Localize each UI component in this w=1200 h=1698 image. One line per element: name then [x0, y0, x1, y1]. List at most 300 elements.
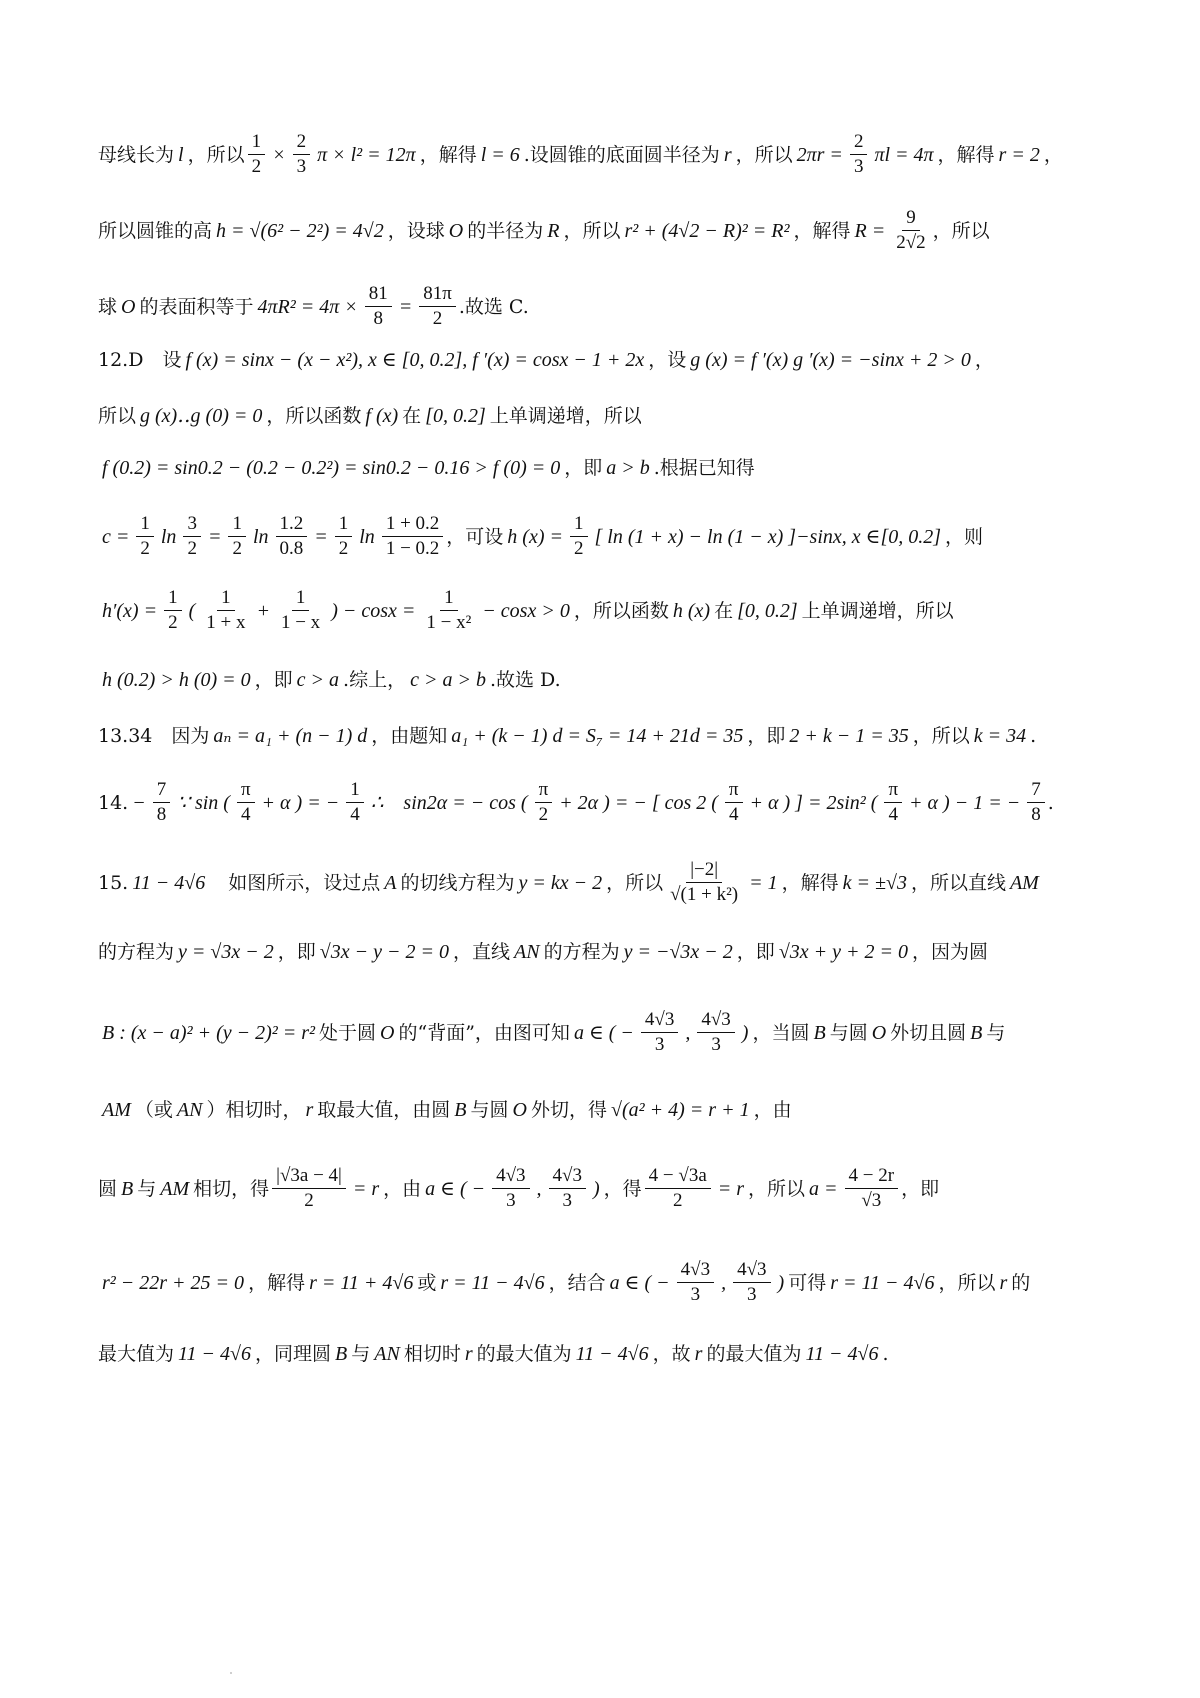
text-run: ，解得: [937, 143, 995, 166]
text-line-10: [98, 716, 1120, 756]
math-expression: AM: [102, 1099, 131, 1121]
math-expression: (: [188, 599, 196, 622]
math-expression: O: [121, 295, 136, 318]
math-expression: R =: [854, 219, 886, 242]
math-expression: 11 − 4√6: [805, 1343, 879, 1365]
fraction-numerator: 4√3: [697, 1008, 734, 1033]
text-run: ，同理圆: [255, 1343, 332, 1365]
text-line-7: [98, 512, 1120, 561]
math-expression: A: [384, 871, 397, 894]
text-run: .设圆锥的底面圆半径为: [523, 143, 720, 166]
fraction-numerator: 1: [570, 512, 588, 537]
fraction-denominator: 4: [241, 804, 251, 825]
text-run: ，得: [603, 1177, 642, 1200]
fraction: [136, 512, 154, 561]
text-run: 取最大值，由圆: [317, 1099, 451, 1121]
math-expression: k = 34: [973, 725, 1027, 747]
math-expression: ): [777, 1271, 785, 1294]
fraction-numerator: π: [237, 778, 255, 803]
fraction-numerator: 1: [228, 512, 246, 537]
text-run: ）相切时，: [206, 1099, 302, 1121]
fraction-denominator: 3: [654, 1034, 665, 1055]
text-run: ，即: [277, 941, 316, 963]
text-run: 外切且圆: [890, 1021, 967, 1044]
math-expression: AM: [160, 1177, 190, 1200]
math-expression: ) − cosx =: [331, 599, 416, 622]
text-line-12: [98, 858, 1120, 907]
math-expression: π × l² = 12π: [317, 143, 416, 166]
text-run: 14.: [98, 791, 129, 814]
fraction-denominator: 2: [168, 612, 178, 633]
fraction: [277, 586, 324, 635]
fraction: [365, 282, 392, 331]
fraction: [697, 1008, 734, 1057]
text-line-4: [98, 340, 1120, 380]
math-expression: R: [547, 219, 560, 242]
fraction-denominator: 8: [373, 308, 383, 329]
text-line-9: [98, 660, 1120, 700]
text-run: 与圆: [470, 1099, 509, 1121]
fraction-numerator: 1: [335, 512, 353, 537]
text-run: ，直线: [452, 941, 510, 963]
fraction-denominator: 1 + x: [206, 612, 246, 633]
math-expression: y = −√3x − 2: [623, 941, 733, 963]
fraction-denominator: 3: [296, 156, 307, 177]
text-run: ，所以函数: [573, 599, 669, 622]
text-run: ，即: [736, 941, 775, 963]
fraction-numerator: 4√3: [549, 1164, 586, 1189]
fraction-denominator: 4: [888, 804, 898, 825]
math-expression: [0, 0.2]: [425, 405, 486, 427]
text-run: ，由: [383, 1177, 422, 1200]
fraction: [892, 206, 929, 255]
fraction: [276, 512, 308, 561]
math-expression: B: [813, 1021, 826, 1044]
text-line-14: [98, 1008, 1120, 1057]
math-expression: r = 11 − 4√6: [440, 1271, 545, 1294]
math-expression: k = ±√3: [842, 871, 907, 894]
text-run: ，: [974, 349, 994, 371]
fraction-denominator: 3: [690, 1284, 701, 1305]
text-run: .: [882, 1343, 889, 1365]
fraction: [845, 1164, 899, 1213]
fraction: [272, 1164, 346, 1213]
math-expression: −: [132, 791, 146, 814]
math-expression: ): [592, 1177, 600, 1200]
text-run: ，设球: [387, 219, 445, 242]
fraction-denominator: 1 − x: [280, 612, 321, 633]
fraction-denominator: 3: [562, 1190, 573, 1211]
text-run: 12.D 设: [98, 349, 182, 371]
math-expression: B: [454, 1099, 467, 1121]
fraction-numerator: 1: [217, 586, 235, 611]
math-expression: g (x) = f ′(x) g ′(x) = −sinx + 2 > 0: [690, 349, 971, 371]
math-expression: a ∈ ( −: [573, 1021, 634, 1044]
text-run: ，由题知: [371, 725, 448, 747]
fraction-numerator: 4√3: [492, 1164, 529, 1189]
math-expression: AM: [1009, 871, 1039, 894]
text-run: ，即: [747, 725, 786, 747]
math-expression: a =: [809, 1177, 838, 1200]
math-expression: h (0.2) > h (0) = 0: [102, 669, 251, 691]
text-run: ，解得: [248, 1271, 306, 1294]
fraction: [293, 130, 311, 179]
math-expression: πl = 4π: [874, 143, 934, 166]
math-expression: ,: [721, 1271, 727, 1294]
text-run: .: [1047, 791, 1054, 814]
math-expression: h = √(6² − 2²) = 4√2: [216, 219, 384, 242]
math-expression: a₁ + (k − 1) d = S₇ = 14 + 21d = 35: [451, 725, 744, 747]
fraction-denominator: 3: [506, 1190, 516, 1211]
math-expression: ,: [685, 1021, 691, 1044]
text-run: .综上，: [343, 669, 407, 691]
fraction: [645, 1164, 711, 1213]
text-run: 圆: [98, 1177, 118, 1200]
text-run: 与圆: [829, 1021, 868, 1044]
math-expression: ∵ sin (: [177, 791, 230, 814]
fraction-denominator: 2√2: [896, 232, 926, 253]
text-run: ，所以: [187, 143, 245, 166]
text-run: 的“背面”，由图可知: [398, 1021, 570, 1044]
fraction: [1027, 778, 1045, 827]
fraction: [202, 586, 249, 635]
text-run: ，解得: [419, 143, 477, 166]
math-expression: = 1: [749, 871, 778, 894]
math-expression: √(a² + 4) = r + 1: [611, 1099, 750, 1121]
math-expression: 2πr =: [796, 143, 843, 166]
math-expression: g (x)‥g (0) = 0: [140, 405, 263, 427]
math-expression: [0, 0.2]: [737, 599, 798, 622]
text-run: 上单调递增，所以: [489, 405, 642, 427]
fraction-numerator: 4 − √3a: [645, 1164, 711, 1189]
math-expression: O: [448, 219, 464, 242]
text-run: 相切，得: [193, 1177, 270, 1200]
math-expression: √3x − y − 2 = 0: [319, 941, 449, 963]
text-line-8: [98, 586, 1120, 635]
text-run: .故选 C.: [458, 295, 529, 318]
math-expression: +: [256, 599, 270, 622]
math-expression: 11 − 4√6: [575, 1343, 649, 1365]
text-run: ，即: [254, 669, 293, 691]
text-run: 的方程为: [98, 941, 175, 963]
math-expression: O: [871, 1021, 887, 1044]
fraction-numerator: 4 − 2r: [845, 1164, 899, 1189]
fraction-numerator: π: [535, 778, 553, 803]
text-line-6: [98, 448, 1120, 488]
math-expression: r: [694, 1343, 703, 1365]
fraction-numerator: 81π: [419, 282, 456, 307]
text-run: 与: [986, 1021, 1006, 1044]
text-run: ，所以: [932, 219, 990, 242]
fraction: [237, 778, 255, 827]
text-line-17: [98, 1258, 1120, 1307]
text-run: 15.: [98, 871, 129, 894]
math-expression: + α ) ] = 2sin² (: [749, 791, 878, 814]
text-run: ，所以: [735, 143, 793, 166]
text-run: ，: [1043, 143, 1063, 166]
fraction-denominator: 1 − 0.2: [385, 538, 440, 559]
math-expression: AN: [176, 1099, 203, 1121]
fraction-numerator: 81: [365, 282, 392, 307]
text-line-13: [98, 932, 1120, 972]
fraction-numerator: 1: [440, 586, 458, 611]
fraction-denominator: 2: [187, 538, 197, 559]
fraction-denominator: 4: [350, 804, 360, 825]
text-run: .根据已知得: [653, 457, 755, 479]
fraction-numerator: π: [725, 778, 743, 803]
text-run: ，因为圆: [912, 941, 989, 963]
text-run: 如图所示，设过点: [209, 871, 381, 894]
text-run: ，当圆: [752, 1021, 810, 1044]
math-expression: c =: [102, 525, 130, 548]
text-run: 处于圆: [319, 1021, 377, 1044]
math-expression: r = 2: [998, 143, 1040, 166]
math-expression: AN: [374, 1343, 400, 1365]
text-run: 相切时: [403, 1343, 461, 1365]
math-expression: = r: [717, 1177, 745, 1200]
math-expression: l: [178, 143, 184, 166]
math-expression: 2 + k − 1 = 35: [789, 725, 909, 747]
page-mark: [230, 1672, 232, 1674]
math-expression: B: [121, 1177, 134, 1200]
text-run: 所以圆锥的高: [98, 219, 213, 242]
text-run: ，所以: [606, 871, 664, 894]
fraction-numerator: 4√3: [641, 1008, 678, 1033]
text-run: 母线长为: [98, 143, 175, 166]
fraction-numerator: 1: [346, 778, 364, 803]
fraction-numerator: 1: [164, 586, 182, 611]
math-expression: ln: [359, 525, 375, 548]
math-expression: ): [741, 1021, 749, 1044]
text-run: 的方程为: [543, 941, 620, 963]
text-run: 的最大值为: [476, 1343, 572, 1365]
fraction: [248, 130, 266, 179]
text-line-11: [98, 778, 1120, 827]
text-run: ，故: [652, 1343, 691, 1365]
fraction-numerator: 4√3: [677, 1258, 714, 1283]
text-run: ，即: [901, 1177, 940, 1200]
text-line-3: [98, 282, 1120, 331]
fraction-denominator: 2: [251, 156, 262, 177]
math-expression: ×: [272, 143, 286, 166]
math-expression: ,: [536, 1177, 542, 1200]
text-run: 球: [98, 295, 118, 318]
math-expression: r = 11 − 4√6: [830, 1271, 935, 1294]
text-run: ，结合: [548, 1271, 606, 1294]
math-expression: r² − 22r + 25 = 0: [102, 1271, 245, 1294]
text-run: （或: [134, 1099, 173, 1121]
fraction: [422, 586, 475, 635]
fraction: [335, 512, 353, 561]
text-run: 所以: [98, 405, 137, 427]
fraction-denominator: 0.8: [279, 538, 304, 559]
fraction-denominator: 2: [672, 1190, 683, 1211]
math-expression: O: [380, 1021, 395, 1044]
text-line-1: [98, 130, 1120, 179]
fraction-denominator: 8: [1031, 804, 1041, 825]
fraction-numerator: 7: [153, 778, 171, 803]
fraction-denominator: 2: [432, 308, 443, 329]
fraction-numerator: 1: [292, 586, 310, 611]
fraction-denominator: 2: [574, 538, 584, 559]
math-expression: f (x): [365, 405, 399, 427]
fraction-numerator: π: [884, 778, 902, 803]
math-expression: h′(x) =: [102, 599, 158, 622]
text-run: 的: [1011, 1271, 1031, 1294]
text-line-15: [98, 1090, 1120, 1130]
text-run: 的最大值为: [706, 1343, 802, 1365]
math-expression: aₙ = a₁ + (n − 1) d: [213, 725, 368, 747]
math-expression: B: [335, 1343, 348, 1365]
math-expression: ∴ sin2α = − cos (: [370, 791, 528, 814]
text-line-18: [98, 1334, 1120, 1374]
fraction-denominator: √(1 + k²): [670, 884, 739, 905]
fraction-numerator: 7: [1027, 778, 1045, 803]
text-run: ，则: [945, 525, 984, 548]
math-expression: AN: [514, 941, 540, 963]
fraction: [419, 282, 456, 331]
fraction-numerator: 1: [136, 512, 154, 537]
fraction-numerator: 2: [850, 130, 868, 155]
fraction: [346, 778, 364, 827]
fraction-denominator: 3: [747, 1284, 757, 1305]
math-expression: r = 11 + 4√6: [309, 1271, 414, 1294]
text-run: ，所以直线: [910, 871, 1006, 894]
math-expression: r² + (4√2 − R)² = R²: [624, 219, 790, 242]
math-expression: + α ) − 1 = −: [909, 791, 1021, 814]
text-run: ，即: [564, 457, 603, 479]
text-run: .故选 D.: [489, 669, 561, 691]
text-run: 与: [351, 1343, 371, 1365]
fraction-numerator: |√3a − 4|: [272, 1164, 346, 1189]
math-expression: √3x + y + 2 = 0: [778, 941, 909, 963]
fraction-denominator: 2: [338, 538, 349, 559]
text-run: ，由: [753, 1099, 792, 1121]
fraction-numerator: 1 + 0.2: [382, 512, 443, 537]
text-run: ，可设: [446, 525, 504, 548]
fraction: [492, 1164, 529, 1213]
math-expression: h (x) =: [507, 525, 563, 548]
text-run: 的切线方程为: [400, 871, 515, 894]
fraction-denominator: 2: [538, 804, 549, 825]
fraction-denominator: 4: [728, 804, 739, 825]
fraction: [725, 778, 743, 827]
text-line-16: [98, 1164, 1120, 1213]
math-expression: [ ln (1 + x) − ln (1 − x) ]−sinx, x ∈[0, 0.2]: [594, 525, 942, 548]
fraction-numerator: 9: [902, 206, 920, 231]
text-run: ，解得: [793, 219, 851, 242]
math-expression: r: [999, 1271, 1008, 1294]
fraction-denominator: 2: [140, 538, 150, 559]
fraction-numerator: 4√3: [733, 1258, 770, 1283]
text-line-2: [98, 206, 1120, 255]
fraction-denominator: 3: [853, 156, 864, 177]
fraction: [549, 1164, 586, 1213]
math-expression: h (x): [672, 599, 711, 622]
math-expression: − cosx > 0: [482, 599, 570, 622]
fraction-numerator: 1.2: [276, 512, 308, 537]
fraction: [850, 130, 868, 179]
text-run: 在: [402, 405, 422, 427]
math-expression: = r: [352, 1177, 380, 1200]
math-expression: =: [398, 295, 413, 318]
text-run: .: [1030, 725, 1037, 747]
fraction: [535, 778, 553, 827]
math-expression: r: [723, 143, 732, 166]
text-run: 的半径为: [467, 219, 544, 242]
math-expression: + α ) = −: [261, 791, 340, 814]
math-expression: O: [512, 1099, 527, 1121]
text-run: 13.34 因为: [98, 725, 210, 747]
fraction-denominator: 2: [232, 538, 242, 559]
fraction: [733, 1258, 770, 1307]
fraction: [641, 1008, 678, 1057]
fraction: [153, 778, 171, 827]
text-run: ，所以函数: [266, 405, 362, 427]
text-run: 在: [714, 599, 734, 622]
text-run: ，所以: [748, 1177, 806, 1200]
math-expression: y = kx − 2: [518, 871, 603, 894]
text-run: 与: [137, 1177, 157, 1200]
text-run: 或: [417, 1271, 437, 1294]
fraction-denominator: 8: [156, 804, 167, 825]
math-expression: c > a > b: [410, 669, 486, 691]
fraction-numerator: |−2|: [686, 858, 722, 883]
fraction: [228, 512, 246, 561]
math-expression: a ∈ ( −: [425, 1177, 486, 1200]
math-expression: ln: [252, 525, 269, 548]
math-expression: =: [207, 525, 222, 548]
text-run: 上单调递增，所以: [801, 599, 954, 622]
fraction: [164, 586, 182, 635]
fraction: [570, 512, 588, 561]
text-run: ，所以: [563, 219, 621, 242]
text-run: 可得: [788, 1271, 827, 1294]
math-expression: a ∈ ( −: [609, 1271, 670, 1294]
math-expression: B: [970, 1021, 983, 1044]
text-run: 外切，得: [530, 1099, 607, 1121]
math-expression: 11 − 4√6: [132, 871, 206, 894]
math-expression: =: [314, 525, 328, 548]
math-expression: y = √3x − 2: [178, 941, 274, 963]
fraction-denominator: 3: [711, 1034, 721, 1055]
math-expression: l = 6: [480, 143, 520, 166]
text-line-5: [98, 396, 1120, 436]
fraction-numerator: 1: [248, 130, 266, 155]
math-expression: r: [305, 1099, 314, 1121]
math-expression: ln: [160, 525, 177, 548]
math-expression: + 2α ) = − [ cos 2 (: [559, 791, 718, 814]
math-expression: f (x) = sinx − (x − x²), x ∈ [0, 0.2], f ′(x) = cosx − 1 + 2x: [185, 349, 645, 371]
text-run: ，所以: [912, 725, 970, 747]
math-expression: 4πR² = 4π ×: [257, 295, 358, 318]
text-run: 的表面积等于: [139, 295, 254, 318]
fraction-numerator: 3: [183, 512, 201, 537]
text-run: ，解得: [781, 871, 839, 894]
text-run: 最大值为: [98, 1343, 175, 1365]
fraction: [666, 858, 742, 907]
fraction-denominator: 2: [304, 1190, 314, 1211]
text-run: ，所以: [938, 1271, 996, 1294]
fraction-denominator: √3: [861, 1190, 882, 1211]
text-run: ，设: [648, 349, 687, 371]
fraction: [382, 512, 443, 561]
fraction-denominator: 1 − x²: [426, 612, 472, 633]
math-expression: a > b: [606, 457, 650, 479]
fraction-numerator: 2: [293, 130, 311, 155]
math-expression: f (0.2) = sin0.2 − (0.2 − 0.2²) = sin0.2 − 0.16 > f (0) = 0: [102, 457, 561, 479]
fraction: [183, 512, 201, 561]
